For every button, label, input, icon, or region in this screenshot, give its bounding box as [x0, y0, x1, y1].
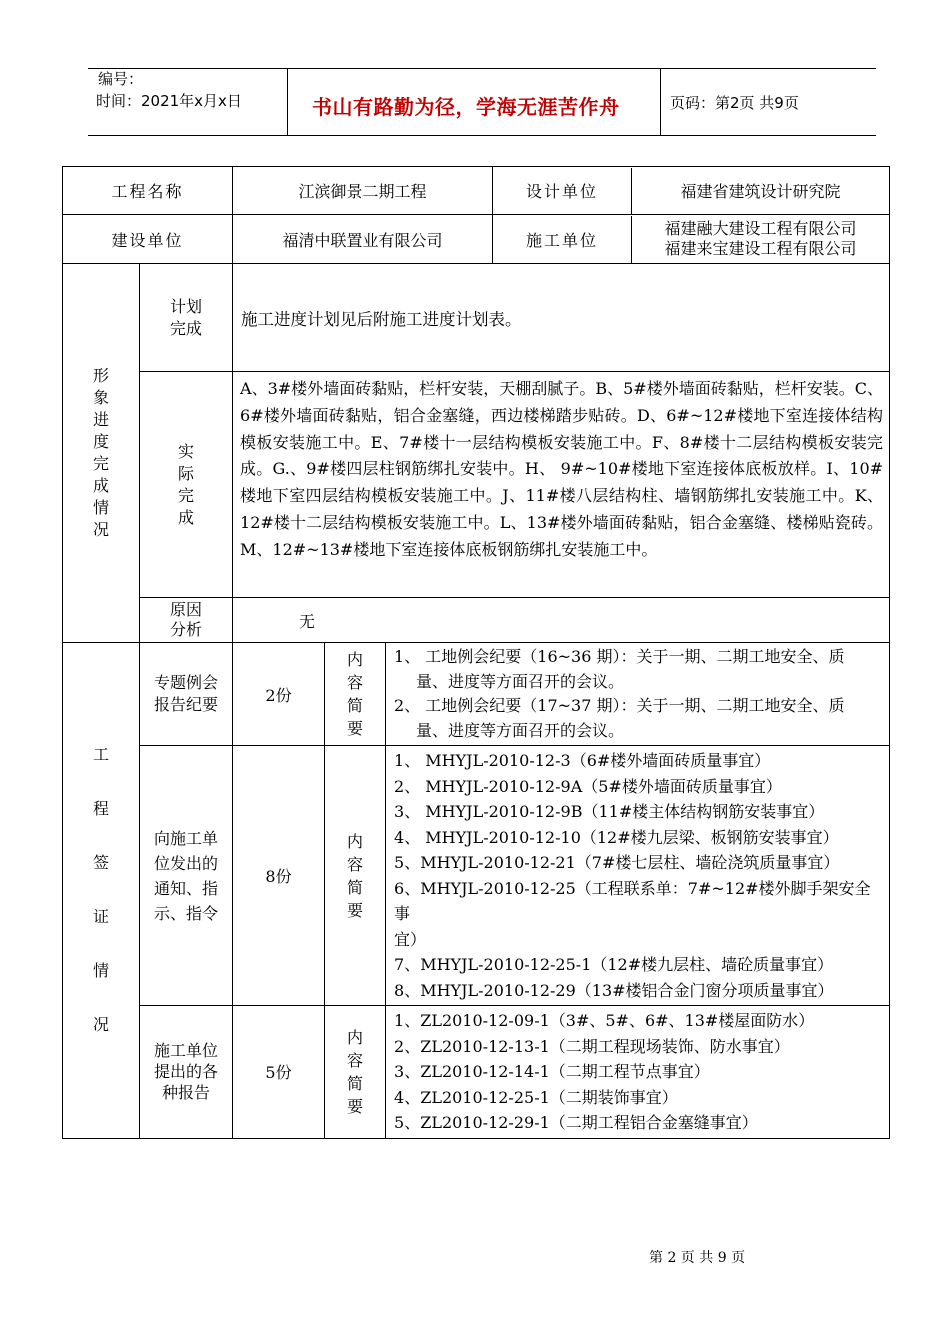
reason-label: 原因 分析: [140, 598, 233, 643]
vertical-label-char: 况: [92, 1015, 109, 1035]
notices-content-label: 内 容 简 要: [325, 746, 386, 1006]
table-row: [63, 598, 890, 643]
list-item: 量、进度等方面召开的会议。: [416, 671, 625, 691]
meetings-count: 2份: [233, 643, 325, 746]
list-item: 6、MHYJL-2010-12-25（工程联系单：7#~12#楼外脚手架安全事: [394, 878, 871, 923]
table-row: [63, 264, 890, 372]
table-row: [63, 372, 890, 598]
construct-unit-label: 施工单位: [493, 216, 632, 263]
list-item: 2、 MHYJL-2010-12-9A（5#楼外墙面砖质量事宜）: [394, 776, 782, 796]
list-item: 3、 MHYJL-2010-12-9B（11#楼主体结构钢筋安装事宜）: [394, 802, 825, 821]
construct-unit-value-1: 福建融大建设工程有限公司: [664, 219, 857, 238]
list-item: 宜）: [394, 929, 427, 949]
list-item: 7、MHYJL-2010-12-25-1（12#楼九层柱、墙砼质量事宜）: [394, 955, 834, 974]
header-divider-left: [287, 68, 288, 136]
vertical-label-char: 签: [92, 853, 109, 873]
vertical-label-char: 证: [92, 907, 109, 927]
list-item: 5、ZL2010-12-29-1（二期工程铝合金塞缝事宜）: [394, 1113, 758, 1132]
notices-list: [386, 746, 890, 1006]
list-item: 1、ZL2010-12-09-1（3#、5#、6#、13#楼屋面防水）: [394, 1011, 815, 1030]
plan-text: 施工进度计划见后附施工进度计划表。: [233, 264, 890, 372]
construct-unit-value-2: 福建来宝建设工程有限公司: [664, 239, 857, 258]
table-row: [63, 746, 890, 1006]
header-divider-right: [660, 68, 661, 136]
vertical-label-char: 度: [92, 432, 109, 451]
construct-unit-cell: [493, 215, 890, 264]
list-item: 2、 工地例会纪要（17~37 期）：关于一期、二期工地安全、质: [394, 696, 845, 715]
list-item: 量、进度等方面召开的会议。: [416, 720, 625, 740]
list-item: 1、 工地例会纪要（16~36 期）：关于一期、二期工地安全、质: [394, 647, 845, 666]
meetings-content-label: 内 容 简 要: [325, 643, 386, 746]
page-footer: 第 2 页 共 9 页: [649, 1250, 746, 1266]
vertical-label-char: 形: [92, 366, 109, 385]
table-row: [63, 215, 890, 264]
header-top-rule: [88, 68, 876, 69]
vertical-label-char: 成: [92, 476, 109, 495]
vertical-label-char: 况: [92, 520, 109, 539]
build-unit-value: 福清中联置业有限公司: [233, 215, 493, 264]
actual-text: A、3#楼外墙面砖黏贴，栏杆安装，天棚刮腻子。B、5#楼外墙面砖黏贴，栏杆安装。C、6#楼外墙面砖黏贴，铝合金塞缝，西边楼梯踏步贴砖。D、6#~12#楼地下室连接体结构模板安装施工中。E、7#楼十一层结构模板安装施工中。F、8#楼十二层结构模板安装完成。G.、9#楼四层柱钢筋绑扎安装中。H、 9#~10#楼地下室连接体底板放样。I、10#楼地下室四层结构模板安装施工中。J、11#楼八层结构柱、墙钢筋绑扎安装施工中。K、12#楼十二层结构模板安装施工中。L、13#楼外墙面砖黏贴，铝合金塞缝、楼梯贴瓷砖。M、12#~13#楼地下室连接体底板钢筋绑扎安装施工中。: [233, 372, 890, 598]
list-item: 8、MHYJL-2010-12-29（13#楼铝合金门窗分项质量事宜）: [394, 980, 834, 1000]
design-unit-label: 设计单位: [493, 168, 632, 214]
header-page-label: 页码：第2页 共9页: [670, 94, 799, 112]
vertical-label-char: 情: [92, 961, 109, 981]
reason-text: 无: [233, 598, 890, 643]
visa-section-label: [63, 643, 140, 1139]
vertical-label-char: 程: [92, 799, 109, 819]
vertical-label-char: 工: [92, 745, 109, 765]
plan-label: 计划 完成: [140, 264, 233, 372]
table-row: [63, 167, 890, 215]
list-item: 4、ZL2010-12-25-1（二期装饰事宜）: [394, 1087, 678, 1107]
list-item: 1、 MHYJL-2010-12-3（6#楼外墙面砖质量事宜）: [394, 751, 771, 770]
table-row: [63, 643, 890, 746]
meetings-list: [386, 643, 890, 746]
vertical-label-char: 进: [92, 410, 109, 429]
list-item: 4、 MHYJL-2010-12-10（12#楼九层梁、板钢筋安装事宜）: [394, 827, 839, 847]
build-unit-label: 建设单位: [63, 215, 233, 264]
design-unit-value: 福建省建筑设计研究院: [680, 182, 841, 201]
reports-label: 施工单位 提出的各 种报告: [140, 1006, 233, 1139]
list-item: 2、ZL2010-12-13-1（二期工程现场装饰、防水事宜）: [394, 1036, 790, 1056]
list-item: 5、MHYJL-2010-12-21（7#楼七层柱、墙砼浇筑质量事宜）: [394, 853, 840, 872]
project-name-value: 江滨御景二期工程: [233, 167, 493, 215]
notices-label: 向施工单 位发出的 通知、指 示、指令: [140, 746, 233, 1006]
notices-count: 8份: [233, 746, 325, 1006]
progress-section-label: [63, 264, 140, 643]
design-unit-cell: [493, 167, 890, 215]
header-number-label: 编号：: [98, 70, 144, 88]
header-bottom-rule: [88, 135, 876, 136]
meetings-label: 专题例会 报告纪要: [140, 643, 233, 746]
actual-label: 实 际 完 成: [140, 372, 233, 598]
reports-content-label: 内 容 简 要: [325, 1006, 386, 1139]
reports-list: [386, 1006, 890, 1139]
reports-count: 5份: [233, 1006, 325, 1139]
vertical-label-char: 象: [92, 388, 109, 407]
supervision-report-table: [62, 166, 890, 1139]
vertical-label-char: 情: [92, 498, 109, 517]
vertical-label-char: 完: [92, 454, 109, 473]
list-item: 3、ZL2010-12-14-1（二期工程节点事宜）: [394, 1062, 710, 1081]
header-time-label: 时间：2021年x月x日: [96, 92, 242, 110]
header-motto: 书山有路勤为径，学海无涯苦作舟: [312, 95, 620, 119]
table-row: [63, 1006, 890, 1139]
project-name-label: 工程名称: [63, 167, 233, 215]
